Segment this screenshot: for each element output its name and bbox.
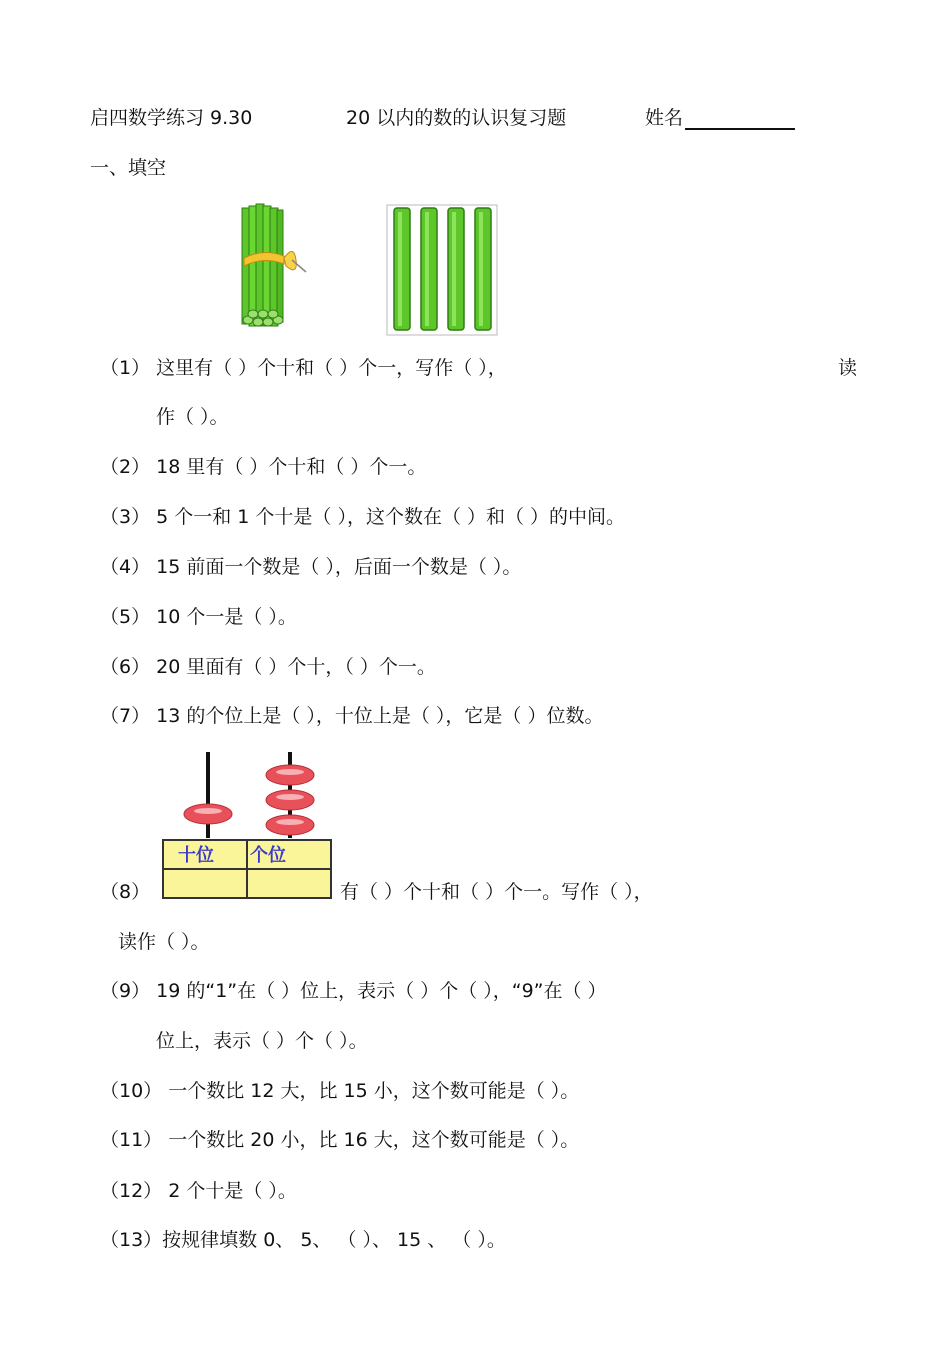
loose-stick-highlight <box>479 212 483 326</box>
question-9: （9） 19 的“1”在（ ）位上，表示（ ）个（ ），“9”在（ ） <box>100 980 607 1002</box>
question-8-line2: 读作（ ）。 <box>118 931 210 953</box>
stick-bundle-image <box>236 200 312 336</box>
question-8: 有（ ）个十和（ ）个一。写作（ ）， <box>340 881 653 903</box>
worksheet-title: 启四数学练习 9.30 <box>90 107 253 129</box>
question-10: （10） 一个数比 12 大，比 15 小，这个数可能是（ ）。 <box>100 1080 580 1102</box>
question-6: （6） 20 里面有（ ）个十，（ ）个一。 <box>100 656 436 678</box>
section-heading: 一、填空 <box>90 157 167 179</box>
question-7: （7） 13 的个位上是（ ），十位上是（ ），它是（ ）位数。 <box>100 705 604 727</box>
ones-label: 个位 <box>250 845 286 866</box>
abacus-bead-shine <box>194 808 222 814</box>
question-1-line2: 作（ ）。 <box>156 406 229 428</box>
question-1: （1） 这里有（ ）个十和（ ）个一，写作（ ）， <box>100 357 507 379</box>
question-11: （11） 一个数比 20 小，比 16 大，这个数可能是（ ）。 <box>100 1129 580 1151</box>
question-9-line2: 位上，表示（ ）个（ ）。 <box>156 1030 368 1052</box>
abacus-image <box>160 748 334 902</box>
question-13: （13）按规律填数 0、 5、 （ ）、 15 、 （ ）。 <box>100 1229 506 1251</box>
tens-label: 十位 <box>178 845 214 866</box>
question-5: （5） 10 个一是（ ）。 <box>100 606 297 628</box>
name-field <box>645 106 795 130</box>
loose-stick-highlight <box>452 212 456 326</box>
loose-stick-highlight <box>425 212 429 326</box>
question-3: （3） 5 个一和 1 个十是（ ），这个数在（ ）和（ ）的中间。 <box>100 506 626 528</box>
name-blank[interactable] <box>685 108 795 130</box>
abacus-bead-shine <box>276 769 304 775</box>
loose-stick-highlight <box>398 212 402 326</box>
name-label: 姓名 <box>645 107 684 129</box>
question-4: （4） 15 前面一个数是（ ），后面一个数是（ ）。 <box>100 556 522 578</box>
question-1-read: 读 <box>838 357 858 379</box>
worksheet-subtitle: 20 以内的数的认识复习题 <box>346 107 567 129</box>
question-8-number: （8） <box>100 881 151 903</box>
abacus-bead-shine <box>276 819 304 825</box>
question-2: （2） 18 里有（ ）个十和（ ）个一。 <box>100 456 427 478</box>
stick-bundle <box>242 204 306 326</box>
question-12: （12） 2 个十是（ ）。 <box>100 1180 297 1202</box>
abacus-bead-shine <box>276 794 304 800</box>
loose-sticks-image <box>386 204 498 336</box>
